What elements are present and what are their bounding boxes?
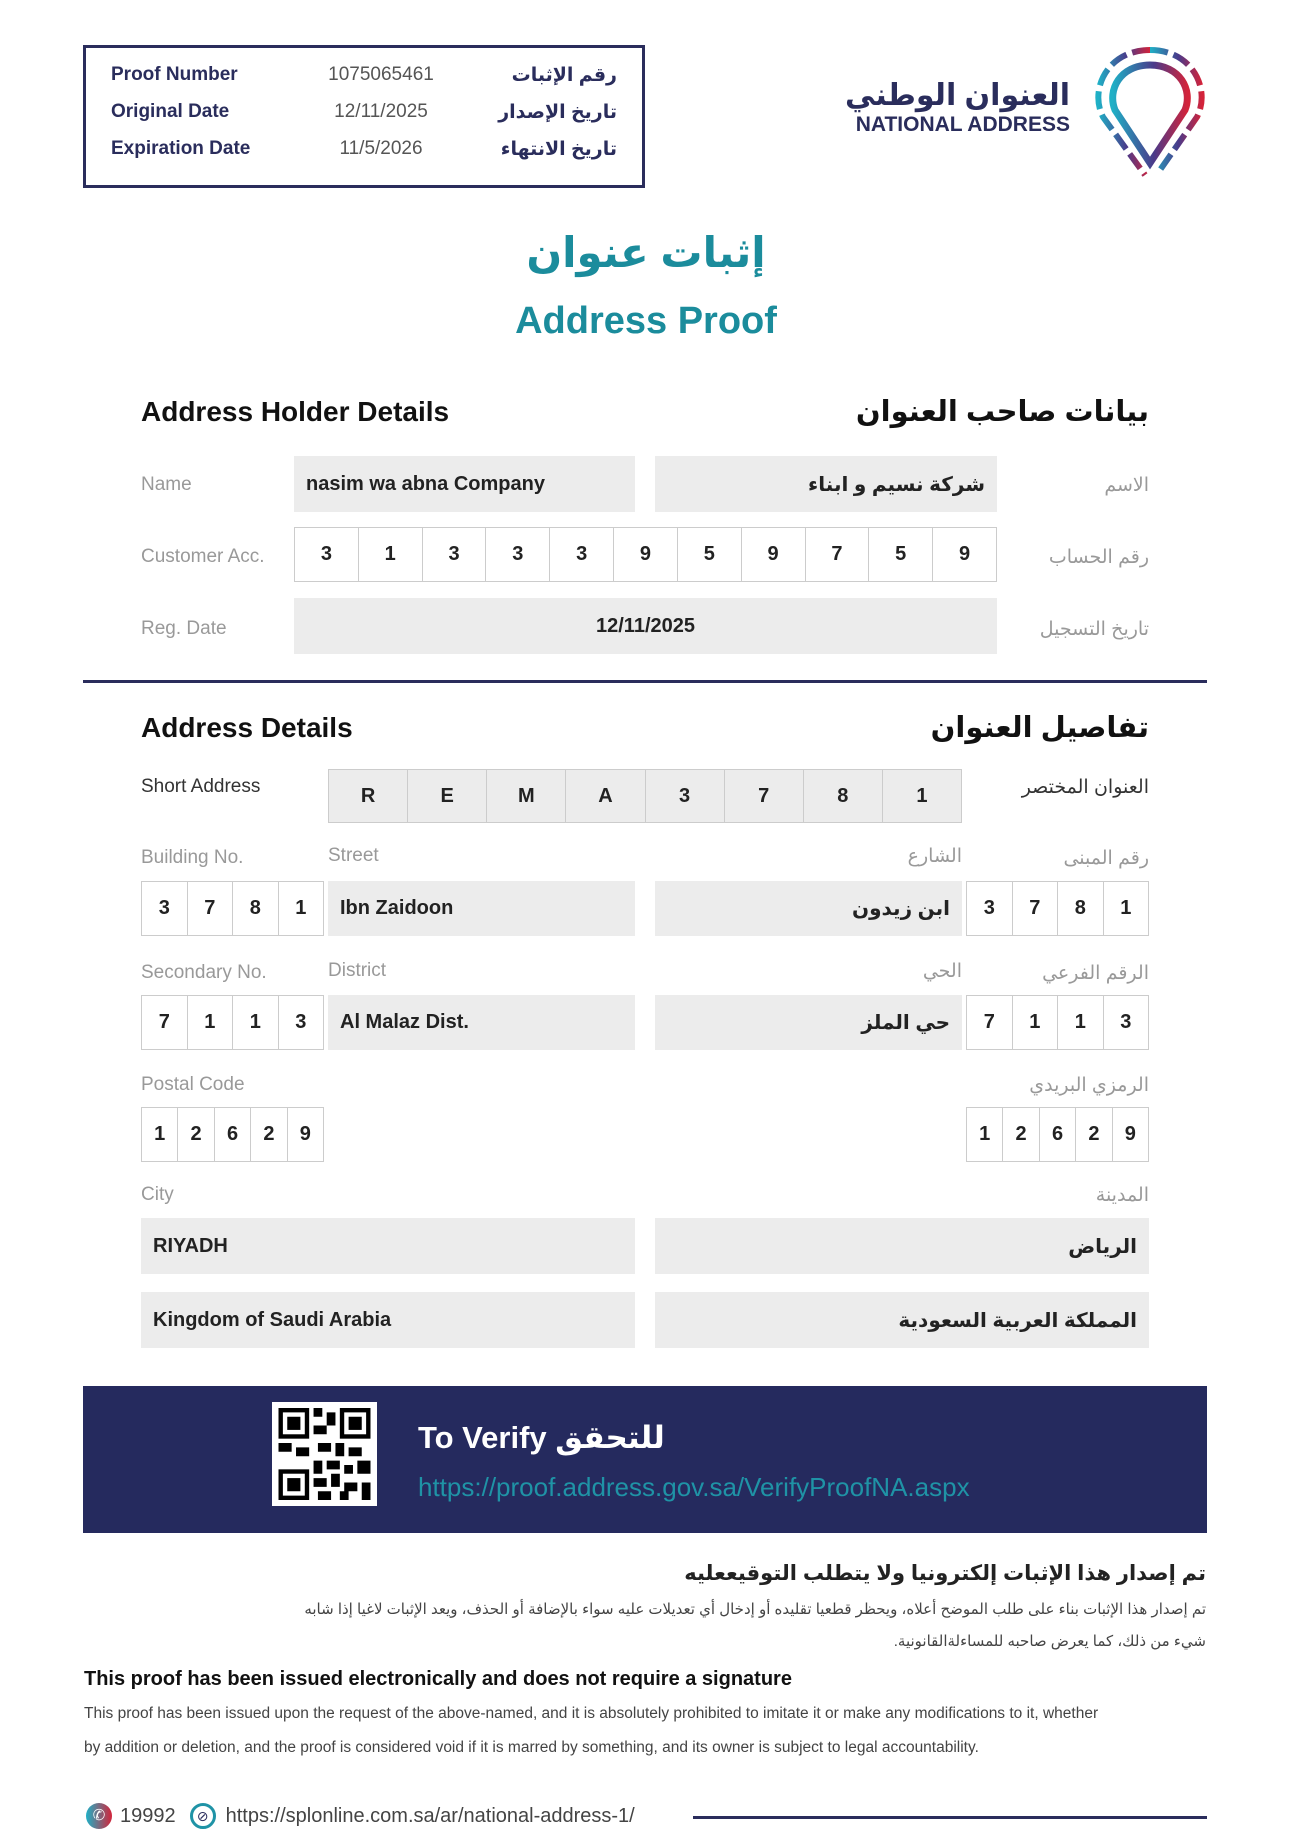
- name-field: nasim wa abna Company: [294, 456, 635, 512]
- digit-cell: 8: [1058, 882, 1104, 935]
- digit-cell: 7: [1013, 882, 1059, 935]
- phone-number: 19992: [120, 1804, 176, 1827]
- note-text-en-1: This proof has been issued upon the request of the above-named, and it is absolutely prohibited to imitate it or make any modifications to it, whether: [84, 1705, 1099, 1722]
- digit-cell: 1: [1013, 996, 1059, 1049]
- digit-cell: 9: [742, 528, 806, 581]
- digit-cell: 5: [678, 528, 742, 581]
- postal-code-ar: [966, 1107, 1149, 1162]
- logo-text: [830, 78, 1070, 137]
- title-en: Address Proof: [515, 300, 777, 342]
- label-ar: تاريخ الانتهاء: [500, 138, 617, 160]
- digit-cell: A: [566, 770, 645, 822]
- digit-cell: 1: [359, 528, 423, 581]
- digit-cell: 1: [188, 996, 234, 1049]
- digit-cell: 6: [215, 1108, 251, 1161]
- note-text-ar-2: شيء من ذلك، كما يعرض صاحبه للمساءلةالقانونية.: [893, 1633, 1206, 1650]
- footer-link[interactable]: https://splonline.com.sa/ar/national-address-1/: [225, 1804, 635, 1827]
- holder-title: Address Holder Details: [141, 396, 450, 427]
- street: Ibn Zaidoon: [328, 881, 635, 936]
- note-text-ar-1: تم إصدار هذا الإثبات بناء على طلب الموضح أعلاه، ويحظر قطعيا تقليده أو إدخال أي تعديلات عليه سواء بالإضافة أو الحذف، ويعد الإثبات لاغيا إذا شابه: [304, 1601, 1206, 1618]
- digit-cell: 7: [967, 996, 1013, 1049]
- label-ar: تاريخ الإصدار: [498, 101, 617, 123]
- street-label: Street: [328, 845, 379, 866]
- digit-cell: 9: [299, 1123, 311, 1145]
- digit-cell: 3: [295, 528, 359, 581]
- digit-cell: 3: [295, 1011, 307, 1033]
- digit-cell: 9: [1124, 1123, 1136, 1145]
- city-ar: الرياض: [655, 1218, 1149, 1274]
- digit-cell: 1: [1120, 897, 1132, 919]
- digit-cell: 8: [804, 770, 883, 822]
- original-date-row: [111, 97, 617, 127]
- address-title: Address Details: [141, 712, 353, 743]
- country: Kingdom of Saudi Arabia: [141, 1292, 635, 1348]
- digit-cell: 1: [1058, 996, 1104, 1049]
- building-label-ar: رقم المبنى: [1063, 848, 1149, 869]
- digit-cell: 2: [251, 1108, 287, 1161]
- web-icon: ⊘: [190, 1803, 216, 1829]
- secondary-label-ar: الرقم الفرعي: [1042, 963, 1149, 984]
- digit-cell: E: [408, 770, 487, 822]
- digit-cell: 1: [142, 1108, 178, 1161]
- short-label-ar: العنوان المختصر: [1021, 777, 1149, 798]
- district-label-ar: الحي: [922, 961, 962, 982]
- street-ar: ابن زيدون: [655, 881, 962, 936]
- section-divider: [83, 680, 1207, 683]
- proof-number-row: [111, 60, 617, 90]
- building-number: [141, 881, 324, 936]
- digit-cell: 7: [188, 882, 234, 935]
- digit-cell: 7: [142, 996, 188, 1049]
- building-label: Building No.: [141, 847, 244, 868]
- city-label-ar: المدينة: [1095, 1185, 1149, 1206]
- digit-cell: 3: [967, 882, 1013, 935]
- digit-cell: 2: [1076, 1108, 1112, 1161]
- digit-cell: 6: [1040, 1108, 1076, 1161]
- logo-ar: العنوان الوطني: [845, 79, 1070, 112]
- footer-line: [693, 1816, 1207, 1819]
- district-ar: حي الملز: [655, 995, 962, 1050]
- city-label: City: [141, 1184, 174, 1205]
- reg-date-label: Reg. Date: [141, 618, 227, 639]
- district: Al Malaz Dist.: [328, 995, 635, 1050]
- digit-cell: 8: [233, 882, 279, 935]
- short-address: [328, 769, 962, 823]
- reg-date: 12/11/2025: [294, 598, 997, 654]
- note-text-en-2: by addition or deletion, and the proof is considered void if it is marred by something, and its owner is subject to legal accountability.: [84, 1739, 979, 1756]
- district-label: District: [328, 960, 387, 981]
- digit-cell: 3: [423, 528, 487, 581]
- qr-code-icon[interactable]: [272, 1402, 377, 1506]
- short-label: Short Address: [141, 776, 261, 797]
- secondary-number: [141, 995, 324, 1050]
- digit-cell: 2: [178, 1108, 214, 1161]
- acc-label: Customer Acc.: [141, 546, 265, 567]
- secondary-label: Secondary No.: [141, 962, 267, 983]
- digit-cell: 3: [550, 528, 614, 581]
- customer-account: [294, 527, 997, 582]
- digit-cell: 9: [958, 543, 971, 565]
- qr-code-graphic: [278, 1408, 371, 1500]
- digit-cell: 1: [967, 1108, 1003, 1161]
- note-title-ar: تم إصدار هذا الإثبات إلكترونيا ولا يتطلب التوقيععليه: [684, 1562, 1206, 1585]
- original-date: 12/11/2025: [334, 101, 428, 122]
- digit-cell: 1: [295, 897, 307, 919]
- digit-cell: 3: [486, 528, 550, 581]
- digit-cell: 1: [916, 784, 928, 807]
- postal-label-ar: الرمزي البريدي: [1029, 1075, 1149, 1096]
- verify-label: To Verify للتحقق: [418, 1420, 665, 1455]
- label: Proof Number: [111, 64, 238, 85]
- digit-cell: R: [329, 770, 408, 822]
- note-title-en: This proof has been issued electronically and does not require a signature: [84, 1668, 792, 1690]
- building-number-ar: [966, 881, 1149, 936]
- proof-info-box: [83, 45, 645, 188]
- proof-number: 1075065461: [328, 64, 434, 85]
- verify-link[interactable]: https://proof.address.gov.sa/VerifyProofNA.aspx: [418, 1472, 970, 1502]
- label: Original Date: [111, 101, 230, 122]
- digit-cell: 1: [233, 996, 279, 1049]
- logo-en: NATIONAL ADDRESS: [855, 113, 1070, 136]
- label-ar: رقم الإثبات: [511, 64, 617, 86]
- digit-cell: 7: [725, 770, 804, 822]
- expiration-date-row: [111, 134, 617, 164]
- city: RIYADH: [141, 1218, 635, 1274]
- national-address-logo-icon: [1085, 45, 1215, 180]
- postal-label: Postal Code: [141, 1074, 245, 1095]
- label: Expiration Date: [111, 138, 251, 159]
- digit-cell: 3: [142, 882, 188, 935]
- country-ar: المملكة العربية السعودية: [655, 1292, 1149, 1348]
- expiration-date: 11/5/2026: [339, 138, 423, 159]
- title-ar: إثبات عنوان: [526, 229, 766, 276]
- name-label: Name: [141, 474, 192, 495]
- name-label-ar: الاسم: [1104, 475, 1149, 496]
- holder-title-ar: بيانات صاحب العنوان: [855, 396, 1149, 428]
- secondary-number-ar: [966, 995, 1149, 1050]
- reg-date-label-ar: تاريخ التسجيل: [1039, 619, 1149, 640]
- footer: [86, 1803, 635, 1829]
- digit-cell: 7: [806, 528, 870, 581]
- digit-cell: M: [487, 770, 566, 822]
- digit-cell: 3: [646, 770, 725, 822]
- street-label-ar: الشارع: [907, 846, 962, 867]
- digit-cell: 3: [1120, 1011, 1132, 1033]
- acc-label-ar: رقم الحساب: [1048, 547, 1149, 568]
- postal-code: [141, 1107, 324, 1162]
- phone-icon: ✆: [86, 1803, 112, 1829]
- digit-cell: 5: [869, 528, 933, 581]
- digit-cell: 2: [1003, 1108, 1039, 1161]
- verify-banner: [83, 1386, 1207, 1533]
- address-title-ar: تفاصيل العنوان: [930, 712, 1149, 744]
- name-field-ar: شركة نسيم و ابناء: [655, 456, 997, 512]
- digit-cell: 9: [614, 528, 678, 581]
